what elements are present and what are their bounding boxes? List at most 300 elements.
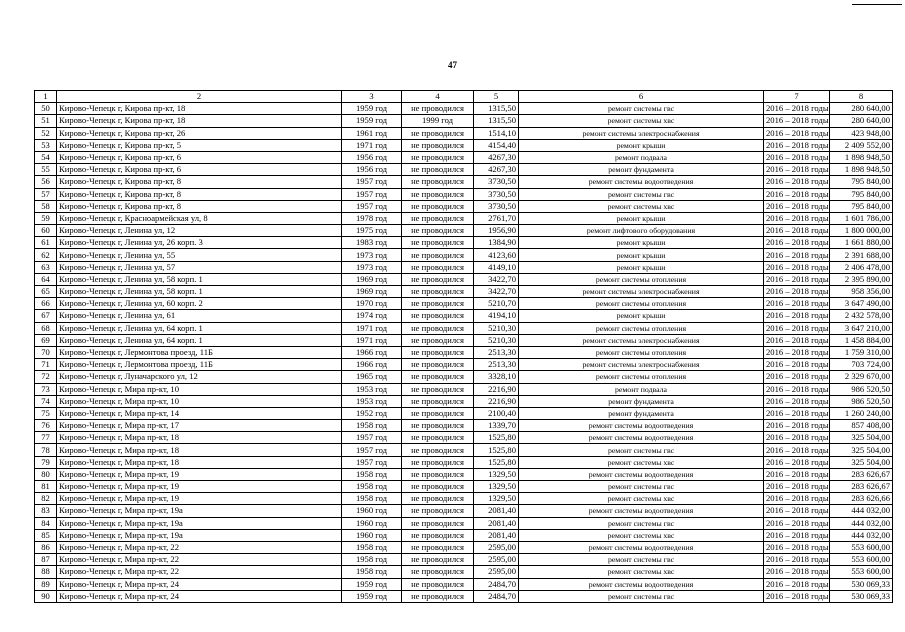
area-cell: 5210,70 xyxy=(474,298,519,310)
area-cell: 2216,90 xyxy=(474,383,519,395)
table-row xyxy=(35,286,893,298)
period-cell: 2016 – 2018 годы xyxy=(764,127,830,139)
last-repair-cell: не проводился xyxy=(402,395,474,407)
row-number-cell: 64 xyxy=(35,273,57,285)
area-cell: 2513,30 xyxy=(474,346,519,358)
address-cell: Кирово-Чепецк г, Луначарского ул, 12 xyxy=(57,371,342,383)
address-cell: Кирово-Чепецк г, Лермонтова проезд, 11Б xyxy=(57,346,342,358)
row-number-cell: 75 xyxy=(35,407,57,419)
last-repair-cell: не проводился xyxy=(402,286,474,298)
year-built-cell: 1958 год xyxy=(342,493,402,505)
year-built-cell: 1961 год xyxy=(342,127,402,139)
year-built-cell: 1960 год xyxy=(342,505,402,517)
period-cell: 2016 – 2018 годы xyxy=(764,298,830,310)
cost-cell: 530 069,33 xyxy=(830,590,893,602)
row-number-cell: 65 xyxy=(35,286,57,298)
area-cell: 4149,10 xyxy=(474,261,519,273)
table-row xyxy=(35,554,893,566)
table-row xyxy=(35,395,893,407)
period-cell: 2016 – 2018 годы xyxy=(764,468,830,480)
period-cell: 2016 – 2018 годы xyxy=(764,444,830,456)
cost-cell: 795 840,00 xyxy=(830,200,893,212)
area-cell: 1339,70 xyxy=(474,420,519,432)
area-cell: 5210,30 xyxy=(474,322,519,334)
cost-cell: 1 260 240,00 xyxy=(830,407,893,419)
work-type-cell: ремонт системы хвс xyxy=(519,200,764,212)
address-cell: Кирово-Чепецк г, Кирова пр-кт, 8 xyxy=(57,200,342,212)
corner-rule xyxy=(852,4,902,5)
year-built-cell: 1960 год xyxy=(342,529,402,541)
year-built-cell: 1957 год xyxy=(342,432,402,444)
cost-cell: 444 032,00 xyxy=(830,529,893,541)
area-cell: 2513,30 xyxy=(474,359,519,371)
last-repair-cell: не проводился xyxy=(402,517,474,529)
area-cell: 2081,40 xyxy=(474,529,519,541)
table-row xyxy=(35,407,893,419)
address-cell: Кирово-Чепецк г, Красноармейская ул, 8 xyxy=(57,212,342,224)
year-built-cell: 1960 год xyxy=(342,517,402,529)
year-built-cell: 1956 год xyxy=(342,151,402,163)
table-row xyxy=(35,139,893,151)
repair-registry-table xyxy=(34,90,893,603)
area-cell: 1329,50 xyxy=(474,468,519,480)
period-cell: 2016 – 2018 годы xyxy=(764,395,830,407)
cost-cell: 1 759 310,00 xyxy=(830,346,893,358)
year-built-cell: 1959 год xyxy=(342,578,402,590)
address-cell: Кирово-Чепецк г, Мира пр-кт, 10 xyxy=(57,383,342,395)
page-number: 47 xyxy=(448,60,457,70)
period-cell: 2016 – 2018 годы xyxy=(764,188,830,200)
period-cell: 2016 – 2018 годы xyxy=(764,529,830,541)
table-row xyxy=(35,359,893,371)
row-number-cell: 76 xyxy=(35,420,57,432)
table-row xyxy=(35,420,893,432)
address-cell: Кирово-Чепецк г, Мира пр-кт, 19 xyxy=(57,468,342,480)
area-cell: 2484,70 xyxy=(474,590,519,602)
row-number-cell: 57 xyxy=(35,188,57,200)
table-row xyxy=(35,371,893,383)
area-cell: 3422,70 xyxy=(474,273,519,285)
cost-cell: 283 626,66 xyxy=(830,493,893,505)
address-cell: Кирово-Чепецк г, Кирова пр-кт, 5 xyxy=(57,139,342,151)
cost-cell: 423 948,00 xyxy=(830,127,893,139)
table-row xyxy=(35,456,893,468)
year-built-cell: 1958 год xyxy=(342,566,402,578)
table-row xyxy=(35,188,893,200)
address-cell: Кирово-Чепецк г, Мира пр-кт, 22 xyxy=(57,541,342,553)
period-cell: 2016 – 2018 годы xyxy=(764,481,830,493)
last-repair-cell: не проводился xyxy=(402,212,474,224)
area-cell: 4267,30 xyxy=(474,151,519,163)
period-cell: 2016 – 2018 годы xyxy=(764,225,830,237)
period-cell: 2016 – 2018 годы xyxy=(764,541,830,553)
work-type-cell: ремонт системы электроснабжения xyxy=(519,286,764,298)
period-cell: 2016 – 2018 годы xyxy=(764,566,830,578)
area-cell: 4267,30 xyxy=(474,164,519,176)
last-repair-cell: не проводился xyxy=(402,249,474,261)
year-built-cell: 1953 год xyxy=(342,383,402,395)
work-type-cell: ремонт системы водоотведения xyxy=(519,505,764,517)
period-cell: 2016 – 2018 годы xyxy=(764,371,830,383)
year-built-cell: 1983 год xyxy=(342,237,402,249)
address-cell: Кирово-Чепецк г, Ленина ул, 61 xyxy=(57,310,342,322)
period-cell: 2016 – 2018 годы xyxy=(764,517,830,529)
table-row xyxy=(35,237,893,249)
last-repair-cell: не проводился xyxy=(402,407,474,419)
last-repair-cell: не проводился xyxy=(402,529,474,541)
area-cell: 1514,10 xyxy=(474,127,519,139)
period-cell: 2016 – 2018 годы xyxy=(764,407,830,419)
row-number-cell: 71 xyxy=(35,359,57,371)
cost-cell: 444 032,00 xyxy=(830,517,893,529)
cost-cell: 553 600,00 xyxy=(830,566,893,578)
work-type-cell: ремонт фундамента xyxy=(519,164,764,176)
row-number-cell: 63 xyxy=(35,261,57,273)
area-cell: 3730,50 xyxy=(474,200,519,212)
header-cell: 2 xyxy=(57,91,342,103)
address-cell: Кирово-Чепецк г, Мира пр-кт, 19 xyxy=(57,481,342,493)
area-cell: 1525,80 xyxy=(474,444,519,456)
cost-cell: 1 601 786,00 xyxy=(830,212,893,224)
year-built-cell: 1965 год xyxy=(342,371,402,383)
cost-cell: 1 898 948,50 xyxy=(830,151,893,163)
row-number-cell: 73 xyxy=(35,383,57,395)
year-built-cell: 1957 год xyxy=(342,456,402,468)
table-row xyxy=(35,176,893,188)
work-type-cell: ремонт системы хвс xyxy=(519,493,764,505)
cost-cell: 280 640,00 xyxy=(830,103,893,115)
area-cell: 2595,00 xyxy=(474,541,519,553)
work-type-cell: ремонт системы хвс xyxy=(519,115,764,127)
cost-cell: 325 504,00 xyxy=(830,432,893,444)
cost-cell: 795 840,00 xyxy=(830,188,893,200)
last-repair-cell: не проводился xyxy=(402,541,474,553)
row-number-cell: 66 xyxy=(35,298,57,310)
last-repair-cell: не проводился xyxy=(402,590,474,602)
period-cell: 2016 – 2018 годы xyxy=(764,359,830,371)
table-row xyxy=(35,346,893,358)
work-type-cell: ремонт крыши xyxy=(519,261,764,273)
last-repair-cell: не проводился xyxy=(402,481,474,493)
area-cell: 2595,00 xyxy=(474,554,519,566)
last-repair-cell: не проводился xyxy=(402,371,474,383)
last-repair-cell: не проводился xyxy=(402,359,474,371)
area-cell: 2081,40 xyxy=(474,517,519,529)
area-cell: 3730,50 xyxy=(474,176,519,188)
row-number-cell: 84 xyxy=(35,517,57,529)
period-cell: 2016 – 2018 годы xyxy=(764,273,830,285)
year-built-cell: 1966 год xyxy=(342,346,402,358)
area-cell: 1315,50 xyxy=(474,103,519,115)
cost-cell: 1 898 948,50 xyxy=(830,164,893,176)
work-type-cell: ремонт системы электроснабжения xyxy=(519,359,764,371)
row-number-cell: 53 xyxy=(35,139,57,151)
period-cell: 2016 – 2018 годы xyxy=(764,237,830,249)
period-cell: 2016 – 2018 годы xyxy=(764,334,830,346)
period-cell: 2016 – 2018 годы xyxy=(764,115,830,127)
period-cell: 2016 – 2018 годы xyxy=(764,383,830,395)
work-type-cell: ремонт системы гвс xyxy=(519,103,764,115)
cost-cell: 444 032,00 xyxy=(830,505,893,517)
year-built-cell: 1966 год xyxy=(342,359,402,371)
address-cell: Кирово-Чепецк г, Мира пр-кт, 10 xyxy=(57,395,342,407)
header-cell: 1 xyxy=(35,91,57,103)
year-built-cell: 1973 год xyxy=(342,249,402,261)
work-type-cell: ремонт крыши xyxy=(519,237,764,249)
area-cell: 1525,80 xyxy=(474,432,519,444)
address-cell: Кирово-Чепецк г, Лермонтова проезд, 11Б xyxy=(57,359,342,371)
table-row xyxy=(35,298,893,310)
last-repair-cell: не проводился xyxy=(402,456,474,468)
work-type-cell: ремонт системы отопления xyxy=(519,371,764,383)
year-built-cell: 1957 год xyxy=(342,188,402,200)
work-type-cell: ремонт системы отопления xyxy=(519,346,764,358)
work-type-cell: ремонт подвала xyxy=(519,151,764,163)
year-built-cell: 1958 год xyxy=(342,554,402,566)
period-cell: 2016 – 2018 годы xyxy=(764,554,830,566)
cost-cell: 530 069,33 xyxy=(830,578,893,590)
work-type-cell: ремонт крыши xyxy=(519,139,764,151)
last-repair-cell: не проводился xyxy=(402,346,474,358)
cost-cell: 986 520,50 xyxy=(830,395,893,407)
work-type-cell: ремонт системы электроснабжения xyxy=(519,127,764,139)
header-cell: 7 xyxy=(764,91,830,103)
year-built-cell: 1975 год xyxy=(342,225,402,237)
work-type-cell: ремонт системы водоотведения xyxy=(519,578,764,590)
cost-cell: 3 647 210,00 xyxy=(830,322,893,334)
year-built-cell: 1957 год xyxy=(342,444,402,456)
row-number-cell: 89 xyxy=(35,578,57,590)
table-row xyxy=(35,261,893,273)
work-type-cell: ремонт системы гвс xyxy=(519,590,764,602)
row-number-cell: 87 xyxy=(35,554,57,566)
row-number-cell: 86 xyxy=(35,541,57,553)
last-repair-cell: не проводился xyxy=(402,127,474,139)
year-built-cell: 1958 год xyxy=(342,481,402,493)
work-type-cell: ремонт фундамента xyxy=(519,395,764,407)
year-built-cell: 1959 год xyxy=(342,115,402,127)
address-cell: Кирово-Чепецк г, Ленина ул, 58 корп. 1 xyxy=(57,286,342,298)
row-number-cell: 88 xyxy=(35,566,57,578)
year-built-cell: 1958 год xyxy=(342,420,402,432)
row-number-cell: 58 xyxy=(35,200,57,212)
work-type-cell: ремонт системы водоотведения xyxy=(519,432,764,444)
address-cell: Кирово-Чепецк г, Мира пр-кт, 18 xyxy=(57,456,342,468)
last-repair-cell: не проводился xyxy=(402,103,474,115)
table-row xyxy=(35,590,893,602)
last-repair-cell: не проводился xyxy=(402,493,474,505)
address-cell: Кирово-Чепецк г, Мира пр-кт, 22 xyxy=(57,554,342,566)
area-cell: 1329,50 xyxy=(474,493,519,505)
period-cell: 2016 – 2018 годы xyxy=(764,103,830,115)
address-cell: Кирово-Чепецк г, Кирова пр-кт, 6 xyxy=(57,164,342,176)
cost-cell: 3 647 490,00 xyxy=(830,298,893,310)
address-cell: Кирово-Чепецк г, Мира пр-кт, 19 xyxy=(57,493,342,505)
period-cell: 2016 – 2018 годы xyxy=(764,200,830,212)
address-cell: Кирово-Чепецк г, Кирова пр-кт, 18 xyxy=(57,103,342,115)
row-number-cell: 74 xyxy=(35,395,57,407)
table-row xyxy=(35,127,893,139)
cost-cell: 958 356,00 xyxy=(830,286,893,298)
row-number-cell: 79 xyxy=(35,456,57,468)
last-repair-cell: не проводился xyxy=(402,273,474,285)
table-row xyxy=(35,164,893,176)
area-cell: 2100,40 xyxy=(474,407,519,419)
period-cell: 2016 – 2018 годы xyxy=(764,493,830,505)
row-number-cell: 82 xyxy=(35,493,57,505)
table-row xyxy=(35,578,893,590)
row-number-cell: 69 xyxy=(35,334,57,346)
row-number-cell: 68 xyxy=(35,322,57,334)
address-cell: Кирово-Чепецк г, Ленина ул, 58 корп. 1 xyxy=(57,273,342,285)
work-type-cell: ремонт системы гвс xyxy=(519,481,764,493)
area-cell: 5210,30 xyxy=(474,334,519,346)
row-number-cell: 85 xyxy=(35,529,57,541)
table-row xyxy=(35,249,893,261)
table-row xyxy=(35,432,893,444)
period-cell: 2016 – 2018 годы xyxy=(764,139,830,151)
address-cell: Кирово-Чепецк г, Мира пр-кт, 24 xyxy=(57,590,342,602)
year-built-cell: 1957 год xyxy=(342,176,402,188)
row-number-cell: 78 xyxy=(35,444,57,456)
table-row xyxy=(35,115,893,127)
last-repair-cell: не проводился xyxy=(402,444,474,456)
row-number-cell: 51 xyxy=(35,115,57,127)
row-number-cell: 67 xyxy=(35,310,57,322)
work-type-cell: ремонт системы водоотведения xyxy=(519,468,764,480)
row-number-cell: 59 xyxy=(35,212,57,224)
address-cell: Кирово-Чепецк г, Мира пр-кт, 17 xyxy=(57,420,342,432)
last-repair-cell: не проводился xyxy=(402,261,474,273)
table-row xyxy=(35,444,893,456)
header-cell: 6 xyxy=(519,91,764,103)
work-type-cell: ремонт крыши xyxy=(519,310,764,322)
period-cell: 2016 – 2018 годы xyxy=(764,212,830,224)
row-number-cell: 80 xyxy=(35,468,57,480)
last-repair-cell: не проводился xyxy=(402,505,474,517)
last-repair-cell: не проводился xyxy=(402,554,474,566)
last-repair-cell: не проводился xyxy=(402,139,474,151)
cost-cell: 553 600,00 xyxy=(830,541,893,553)
table-row xyxy=(35,322,893,334)
cost-cell: 857 408,00 xyxy=(830,420,893,432)
year-built-cell: 1971 год xyxy=(342,322,402,334)
table-body xyxy=(35,103,893,603)
cost-cell: 553 600,00 xyxy=(830,554,893,566)
last-repair-cell: не проводился xyxy=(402,383,474,395)
address-cell: Кирово-Чепецк г, Мира пр-кт, 22 xyxy=(57,566,342,578)
area-cell: 3328,10 xyxy=(474,371,519,383)
row-number-cell: 83 xyxy=(35,505,57,517)
period-cell: 2016 – 2018 годы xyxy=(764,432,830,444)
last-repair-cell: не проводился xyxy=(402,151,474,163)
area-cell: 3422,70 xyxy=(474,286,519,298)
last-repair-cell: не проводился xyxy=(402,237,474,249)
year-built-cell: 1973 год xyxy=(342,261,402,273)
header-cell: 5 xyxy=(474,91,519,103)
area-cell: 4154,40 xyxy=(474,139,519,151)
period-cell: 2016 – 2018 годы xyxy=(764,249,830,261)
row-number-cell: 70 xyxy=(35,346,57,358)
year-built-cell: 1978 год xyxy=(342,212,402,224)
table-row xyxy=(35,566,893,578)
cost-cell: 1 458 884,00 xyxy=(830,334,893,346)
work-type-cell: ремонт крыши xyxy=(519,249,764,261)
row-number-cell: 50 xyxy=(35,103,57,115)
table-row xyxy=(35,103,893,115)
area-cell: 3730,50 xyxy=(474,188,519,200)
period-cell: 2016 – 2018 годы xyxy=(764,590,830,602)
period-cell: 2016 – 2018 годы xyxy=(764,322,830,334)
area-cell: 1384,90 xyxy=(474,237,519,249)
year-built-cell: 1958 год xyxy=(342,468,402,480)
cost-cell: 2 406 478,00 xyxy=(830,261,893,273)
work-type-cell: ремонт лифтового оборудования xyxy=(519,225,764,237)
period-cell: 2016 – 2018 годы xyxy=(764,164,830,176)
area-cell: 2761,70 xyxy=(474,212,519,224)
area-cell: 2216,90 xyxy=(474,395,519,407)
period-cell: 2016 – 2018 годы xyxy=(764,505,830,517)
address-cell: Кирово-Чепецк г, Мира пр-кт, 14 xyxy=(57,407,342,419)
row-number-cell: 52 xyxy=(35,127,57,139)
address-cell: Кирово-Чепецк г, Мира пр-кт, 19а xyxy=(57,505,342,517)
cost-cell: 280 640,00 xyxy=(830,115,893,127)
period-cell: 2016 – 2018 годы xyxy=(764,176,830,188)
address-cell: Кирово-Чепецк г, Ленина ул, 64 корп. 1 xyxy=(57,334,342,346)
area-cell: 4123,60 xyxy=(474,249,519,261)
cost-cell: 703 724,00 xyxy=(830,359,893,371)
table-row xyxy=(35,468,893,480)
table-row xyxy=(35,151,893,163)
table-row xyxy=(35,334,893,346)
work-type-cell: ремонт системы отопления xyxy=(519,298,764,310)
year-built-cell: 1970 год xyxy=(342,298,402,310)
year-built-cell: 1959 год xyxy=(342,590,402,602)
table-row xyxy=(35,273,893,285)
table-header xyxy=(35,91,893,103)
last-repair-cell: не проводился xyxy=(402,566,474,578)
cost-cell: 2 395 890,00 xyxy=(830,273,893,285)
row-number-cell: 60 xyxy=(35,225,57,237)
table-row xyxy=(35,529,893,541)
period-cell: 2016 – 2018 годы xyxy=(764,286,830,298)
address-cell: Кирово-Чепецк г, Ленина ул, 60 корп. 2 xyxy=(57,298,342,310)
cost-cell: 2 432 578,00 xyxy=(830,310,893,322)
last-repair-cell: не проводился xyxy=(402,188,474,200)
table-row xyxy=(35,517,893,529)
year-built-cell: 1971 год xyxy=(342,139,402,151)
last-repair-cell: 1999 год xyxy=(402,115,474,127)
last-repair-cell: не проводился xyxy=(402,176,474,188)
row-number-cell: 81 xyxy=(35,481,57,493)
address-cell: Кирово-Чепецк г, Мира пр-кт, 19а xyxy=(57,517,342,529)
work-type-cell: ремонт системы отопления xyxy=(519,273,764,285)
period-cell: 2016 – 2018 годы xyxy=(764,346,830,358)
header-cell: 4 xyxy=(402,91,474,103)
work-type-cell: ремонт системы водоотведения xyxy=(519,420,764,432)
table-row xyxy=(35,481,893,493)
row-number-cell: 61 xyxy=(35,237,57,249)
year-built-cell: 1971 год xyxy=(342,334,402,346)
cost-cell: 2 409 552,00 xyxy=(830,139,893,151)
year-built-cell: 1969 год xyxy=(342,286,402,298)
cost-cell: 325 504,00 xyxy=(830,444,893,456)
cost-cell: 283 626,67 xyxy=(830,481,893,493)
area-cell: 2595,00 xyxy=(474,566,519,578)
cost-cell: 325 504,00 xyxy=(830,456,893,468)
period-cell: 2016 – 2018 годы xyxy=(764,420,830,432)
year-built-cell: 1958 год xyxy=(342,541,402,553)
